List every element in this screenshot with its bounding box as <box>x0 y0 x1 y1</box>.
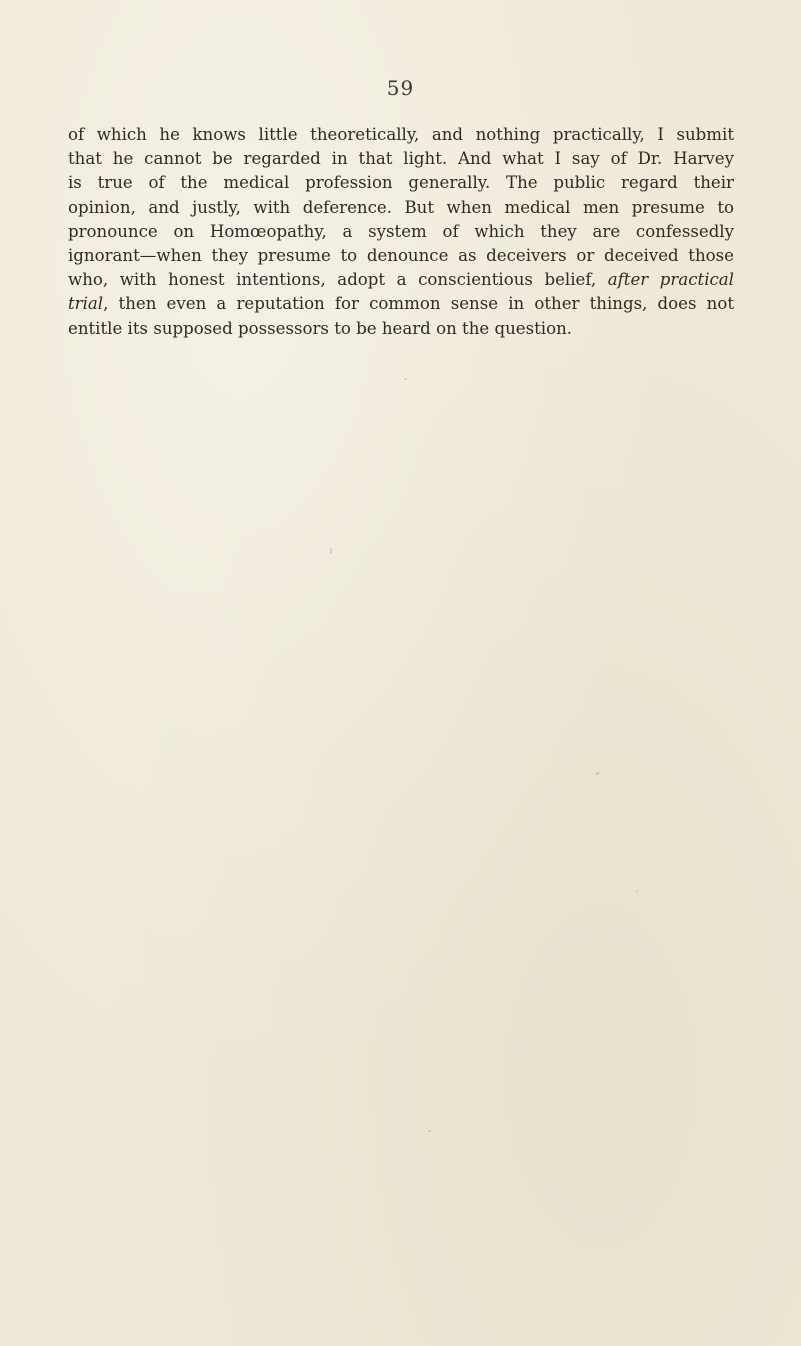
text-line <box>68 292 734 316</box>
paper-speck <box>428 1130 431 1132</box>
text-run: who, with honest intentions, adopt a conscientious belief, <box>68 270 608 290</box>
paper-speck <box>330 548 332 554</box>
paper-speck <box>404 378 407 380</box>
text-line <box>68 196 734 220</box>
text-run: is true of the medical profession generally. The public regard their <box>68 173 734 193</box>
text-line <box>68 220 734 244</box>
text-run: , then even a reputation for common sense in other things, does not <box>103 294 734 314</box>
text-run: pronounce on Homœopathy, a system of which they are confessedly <box>68 221 734 241</box>
text-run: of which he knows little theoretically, and nothing practically, I submit <box>68 125 734 144</box>
text-line <box>68 147 734 171</box>
text-run: that he cannot be regarded in that light. And what I say of Dr. Harvey <box>68 149 734 169</box>
page-number: 59 <box>386 76 415 100</box>
text-run: opinion, and justly, with deference. But when medical men presume to <box>68 197 734 217</box>
text-line <box>68 123 734 147</box>
text-line <box>68 171 734 195</box>
paper-speck <box>636 890 638 892</box>
text-run: entitle its supposed possessors to be heard on the question. <box>68 318 573 338</box>
paper-speck <box>596 772 599 775</box>
italic-text-run: after practical <box>607 270 734 290</box>
text-line <box>68 244 734 268</box>
italic-text-run: trial <box>68 294 104 314</box>
text-line <box>68 268 734 292</box>
text-run: ignorant—when they presume to denounce as deceivers or deceived those <box>68 246 734 266</box>
body-paragraph <box>68 123 734 341</box>
text-line <box>68 317 734 341</box>
